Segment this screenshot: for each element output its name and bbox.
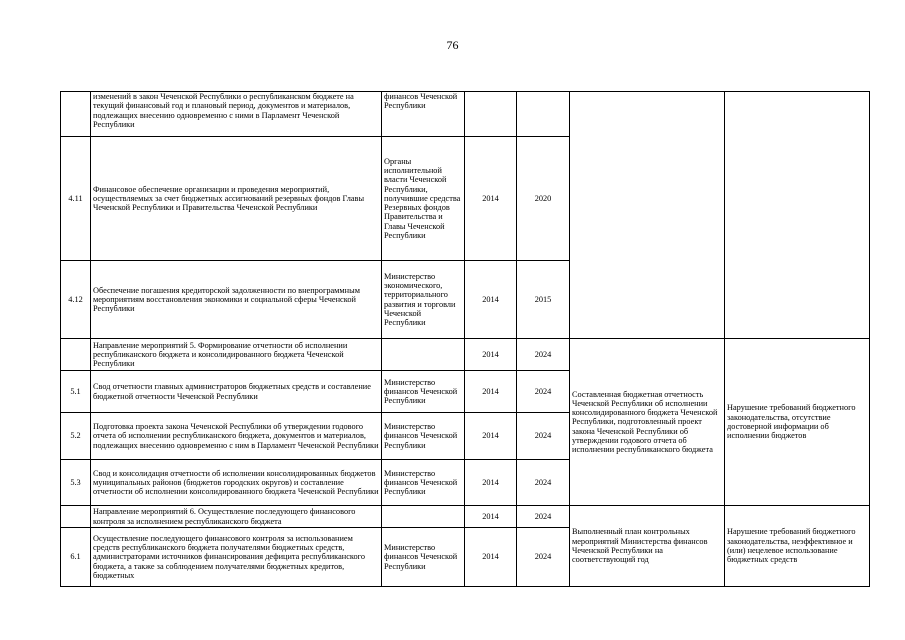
executor: Министерство финансов Чеченской Республики bbox=[382, 460, 465, 506]
measure-text: Финансовое обеспечение организации и проведения мероприятий, осуществляемых за счет бюджетных ассигнований резервных фондов Главы Чеченской Республики и Правительства Чеченской Республики bbox=[91, 137, 382, 261]
year-start: 2014 bbox=[465, 413, 517, 460]
row-number bbox=[61, 92, 91, 137]
expected-result: Составленная бюджетная отчетность Чеченской Республики об исполнении консолидированного бюджета Чеченской Республики, подготовленный проект закона Чеченской Республики об утверждении годового отчета об исполнении республиканского бюджета bbox=[570, 339, 725, 506]
measures-table bbox=[60, 91, 870, 587]
expected-result: Выполненный план контрольных мероприятий Министерства финансов Чеченской Республики на соответствующий год bbox=[570, 506, 725, 587]
expected-result-cell bbox=[570, 92, 725, 339]
row-number bbox=[61, 506, 91, 528]
year-start: 2014 bbox=[465, 261, 517, 339]
risk-description: Нарушение требований бюджетного законодательства, неэффективное и (или) нецелевое использование бюджетных средств bbox=[725, 506, 870, 587]
measure-text: Подготовка проекта закона Чеченской Республики об утверждении годового отчета об исполнении республиканского бюджета, документов и материалов, подлежащих внесению одновременно с ним в Парламент Чеченской Республики bbox=[91, 413, 382, 460]
executor: Министерство финансов Чеченской Республики bbox=[382, 528, 465, 587]
year-start: 2014 bbox=[465, 137, 517, 261]
executor bbox=[382, 506, 465, 528]
row-number: 5.2 bbox=[61, 413, 91, 460]
year-start: 2014 bbox=[465, 528, 517, 587]
year-start: 2014 bbox=[465, 339, 517, 371]
risk-description: Нарушение требований бюджетного законодательства, отсутствие достоверной информации об исполнении бюджетов bbox=[725, 339, 870, 506]
year-start: 2014 bbox=[465, 506, 517, 528]
year-end: 2020 bbox=[517, 137, 570, 261]
year-end bbox=[517, 92, 570, 137]
executor: Органы исполнительной власти Чеченской Республики, получившие средства Резервных фондов Правительства и Главы Чеченской Республики bbox=[382, 137, 465, 261]
year-end: 2024 bbox=[517, 413, 570, 460]
row-number: 6.1 bbox=[61, 528, 91, 587]
measure-text: Свод отчетности главных администраторов бюджетных средств и составление бюджетной отчетности Чеченской Республики bbox=[91, 371, 382, 413]
executor: Министерство экономического, территориального развития и торговли Чеченской Республики bbox=[382, 261, 465, 339]
year-end: 2024 bbox=[517, 371, 570, 413]
executor: Министерство финансов Чеченской Республики bbox=[382, 371, 465, 413]
executor: финансов Чеченской Республики bbox=[382, 92, 465, 137]
row-number: 4.12 bbox=[61, 261, 91, 339]
year-start bbox=[465, 92, 517, 137]
year-start: 2014 bbox=[465, 371, 517, 413]
year-end: 2024 bbox=[517, 339, 570, 371]
year-end: 2015 bbox=[517, 261, 570, 339]
measure-text: Свод и консолидация отчетности об исполнении консолидированных бюджетов муниципальных районов (бюджетов городских округов) и составление отчетности об исполнении консолидированного бюджета Чеченской Республики bbox=[91, 460, 382, 506]
measure-text: изменений в закон Чеченской Республики о республиканском бюджете на текущий финансовый год и плановый период, документов и материалов, подлежащих внесению одновременно с ними в Парламент Чеченской Республики bbox=[91, 92, 382, 137]
executor bbox=[382, 339, 465, 371]
row-number: 5.3 bbox=[61, 460, 91, 506]
page-number: 76 bbox=[446, 38, 459, 52]
direction-heading: Направление мероприятий 5. Формирование отчетности об исполнении республиканского бюджета и консолидированного бюджета Чеченской Республики bbox=[91, 339, 382, 371]
row-number: 5.1 bbox=[61, 371, 91, 413]
table-row bbox=[61, 339, 870, 371]
row-number: 4.11 bbox=[61, 137, 91, 261]
direction-heading: Направление мероприятий 6. Осуществление последующего финансового контроля за исполнением республиканского бюджета bbox=[91, 506, 382, 528]
executor: Министерство финансов Чеченской Республики bbox=[382, 413, 465, 460]
year-end: 2024 bbox=[517, 528, 570, 587]
measure-text: Обеспечение погашения кредиторской задолженности по внепрограммным мероприятиям восстановления экономики и социальной сферы Чеченской Республики bbox=[91, 261, 382, 339]
row-number bbox=[61, 339, 91, 371]
risk-cell bbox=[725, 92, 870, 339]
measure-text: Осуществление последующего финансового контроля за использованием средств республиканского бюджета получателями бюджетных средств, администраторами источников финансирования дефицита республиканского бюджета, а также за соблюдением получателями бюджетных кредитов, бюджетных bbox=[91, 528, 382, 587]
year-end: 2024 bbox=[517, 506, 570, 528]
table-row bbox=[61, 92, 870, 137]
year-end: 2024 bbox=[517, 460, 570, 506]
table-row bbox=[61, 506, 870, 528]
year-start: 2014 bbox=[465, 460, 517, 506]
